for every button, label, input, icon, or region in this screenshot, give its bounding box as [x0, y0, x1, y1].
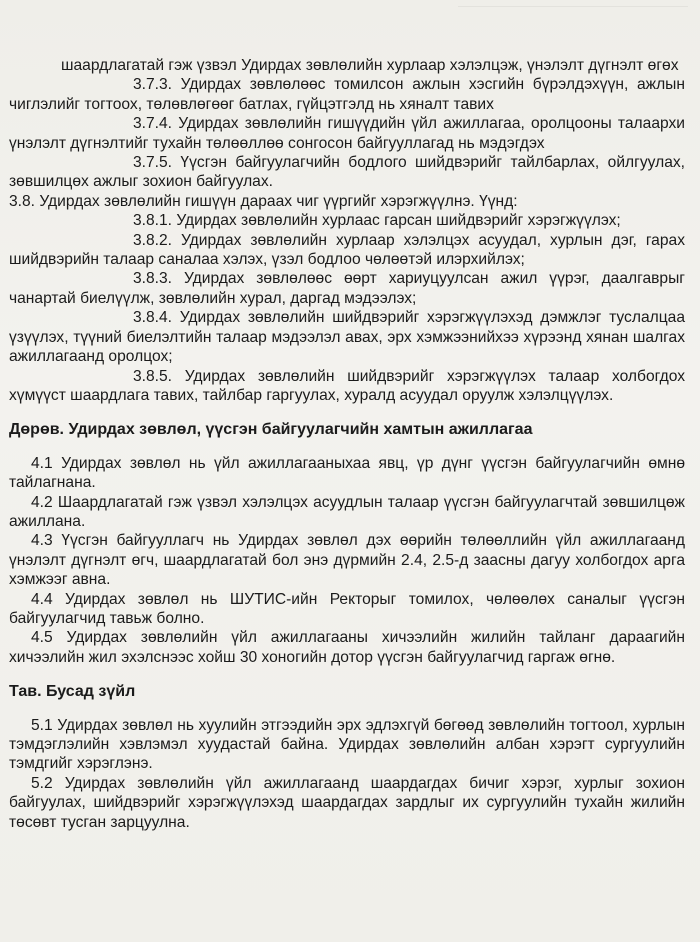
paragraph-3-8-4: 3.8.4. Удирдах зөвлөлийн шийдвэрийг хэрэгжүүлэхэд дэмжлэг туслалцаа үзүүлэх, түүний биелэлтийн талаар мэдээлэл авах, эрх хэмжээнийхээ хүрээнд хянан шалгах ажиллагаанд оролцох; — [9, 309, 685, 366]
paragraph-5-1: 5.1 Удирдах зөвлөл нь хуулийн этгээдийн эрх эдлэхгүй бөгөөд зөвлөлийн тогтоол, хурлын тэмдэглэлийн хэвлэмэл хуудастай байна. Удирдах зөвлөлийн албан хэрэгт сургуулийн тэмдгийг хэрэглэнэ. — [9, 716, 685, 773]
paragraph-3-8-5: 3.8.5. Удирдах зөвлөлийн шийдвэрийг хэрэгжүүлэх талаар холбогдох хүмүүст шаардлага тавих, тайлбар гаргуулах, хуралд асуудал оруулж хэлэлцүүлэх. — [9, 367, 685, 404]
paragraph-3-7-4: 3.7.4. Удирдах зөвлөлийн гишүүдийн үйл ажиллагаа, оролцооны талаархи үнэлэлт дүгнэлтийг тухайн төлөөллөө сонгосон байгууллагад нь мэдэгдэх — [9, 115, 685, 152]
paragraph-3-8-2: 3.8.2. Удирдах зөвлөлийн хурлаар хэлэлцэх асуудал, хурлын дэг, гарах шийдвэрийн талаар саналаа хэлэх, үзэл бодлоо чөлөөтэй илэрхийлэх; — [9, 231, 685, 269]
paragraph-4-3: 4.3 Үүсгэн байгууллагч нь Удирдах зөвлөл дэх өөрийн төлөөллийн үйл ажиллагаанд үнэлэлт дүгнэлт өгч, шаардлагатай бол энэ дүрмийн 2.4, 2.5-д заасны дагуу холбогдох арга хэмжээг авна. — [9, 532, 685, 589]
paragraph-3-7-3: 3.7.3. Удирдах зөвлөлөөс томилсон ажлын хэсгийн бүрэлдэхүүн, ажлын чиглэлийг тогтоох, төлөвлөгөөг батлах, гүйцэтгэлд нь хяналт тавих — [9, 76, 685, 113]
paragraph-4-2: 4.2 Шаардлагатай гэж үзвэл хэлэлцэх асуудлын талаар үүсгэн байгуулагчтай зөвшилцөж ажиллана. — [9, 493, 685, 530]
paragraph-3-8: 3.8. Удирдах зөвлөлийн гишүүн дараах чиг үүргийг хэрэгжүүлнэ. Үүнд: — [9, 192, 518, 210]
paragraph-3-8-1: 3.8.1. Удирдах зөвлөлийн хурлаас гарсан шийдвэрийг хэрэгжүүлэх; — [133, 212, 621, 230]
paragraph-4-1: 4.1 Удирдах зөвлөл нь үйл ажиллагааныхаа явц, үр дүнг үүсгэн байгуулагчийн өмнө тайлагнана. — [9, 454, 685, 492]
paragraph-5-2: 5.2 Удирдах зөвлөлийн үйл ажиллагаанд шаардагдах бичиг хэрэг, хурлыг зохион байгуулах, шийдвэрийг хэрэгжүүлэхэд шаардагдах зардлыг их сургуулийн тухайн жилийн төсөвт тусган зарцуулна. — [9, 774, 685, 831]
paragraph-4-5: 4.5 Удирдах зөвлөлийн үйл ажиллагааны хичээлийн жилийн тайланг дараагийн хичээлийн жил эхэлснээс хойш 30 хоногийн дотор үүсгэн байгуулагчид гаргаж өгнө. — [9, 629, 685, 666]
paragraph-3-7-5: 3.7.5. Үүсгэн байгуулагчийн бодлого шийдвэрийг тайлбарлах, ойлгуулах, зөвшилцөх ажлыг зохион байгуулах. — [9, 154, 685, 191]
section-5-heading: Тав. Бусад зүйл — [9, 683, 136, 701]
paragraph-continuation: шаардлагатай гэж үзвэл Удирдах зөвлөлийн хурлаар хэлэлцэж, үнэлэлт дүгнэлт өгөх — [61, 57, 679, 74]
section-4-heading: Дөрөв. Удирдах зөвлөл, үүсгэн байгуулагчийн хамтын ажиллагаа — [9, 421, 533, 439]
faint-header-mark — [458, 6, 688, 45]
paragraph-4-4: 4.4 Удирдах зөвлөл нь ШУТИС-ийн Ректорыг томилох, чөлөөлөх саналыг үүсгэн байгуулагчид тавьж болно. — [9, 590, 685, 627]
document-body — [9, 56, 685, 832]
paragraph-3-8-3: 3.8.3. Удирдах зөвлөлөөс өөрт хариуцуулсан ажил үүрэг, даалгаврыг чанартай биелүүлж, зөвлөлийн хурал, даргад мэдээлэх; — [9, 270, 685, 307]
